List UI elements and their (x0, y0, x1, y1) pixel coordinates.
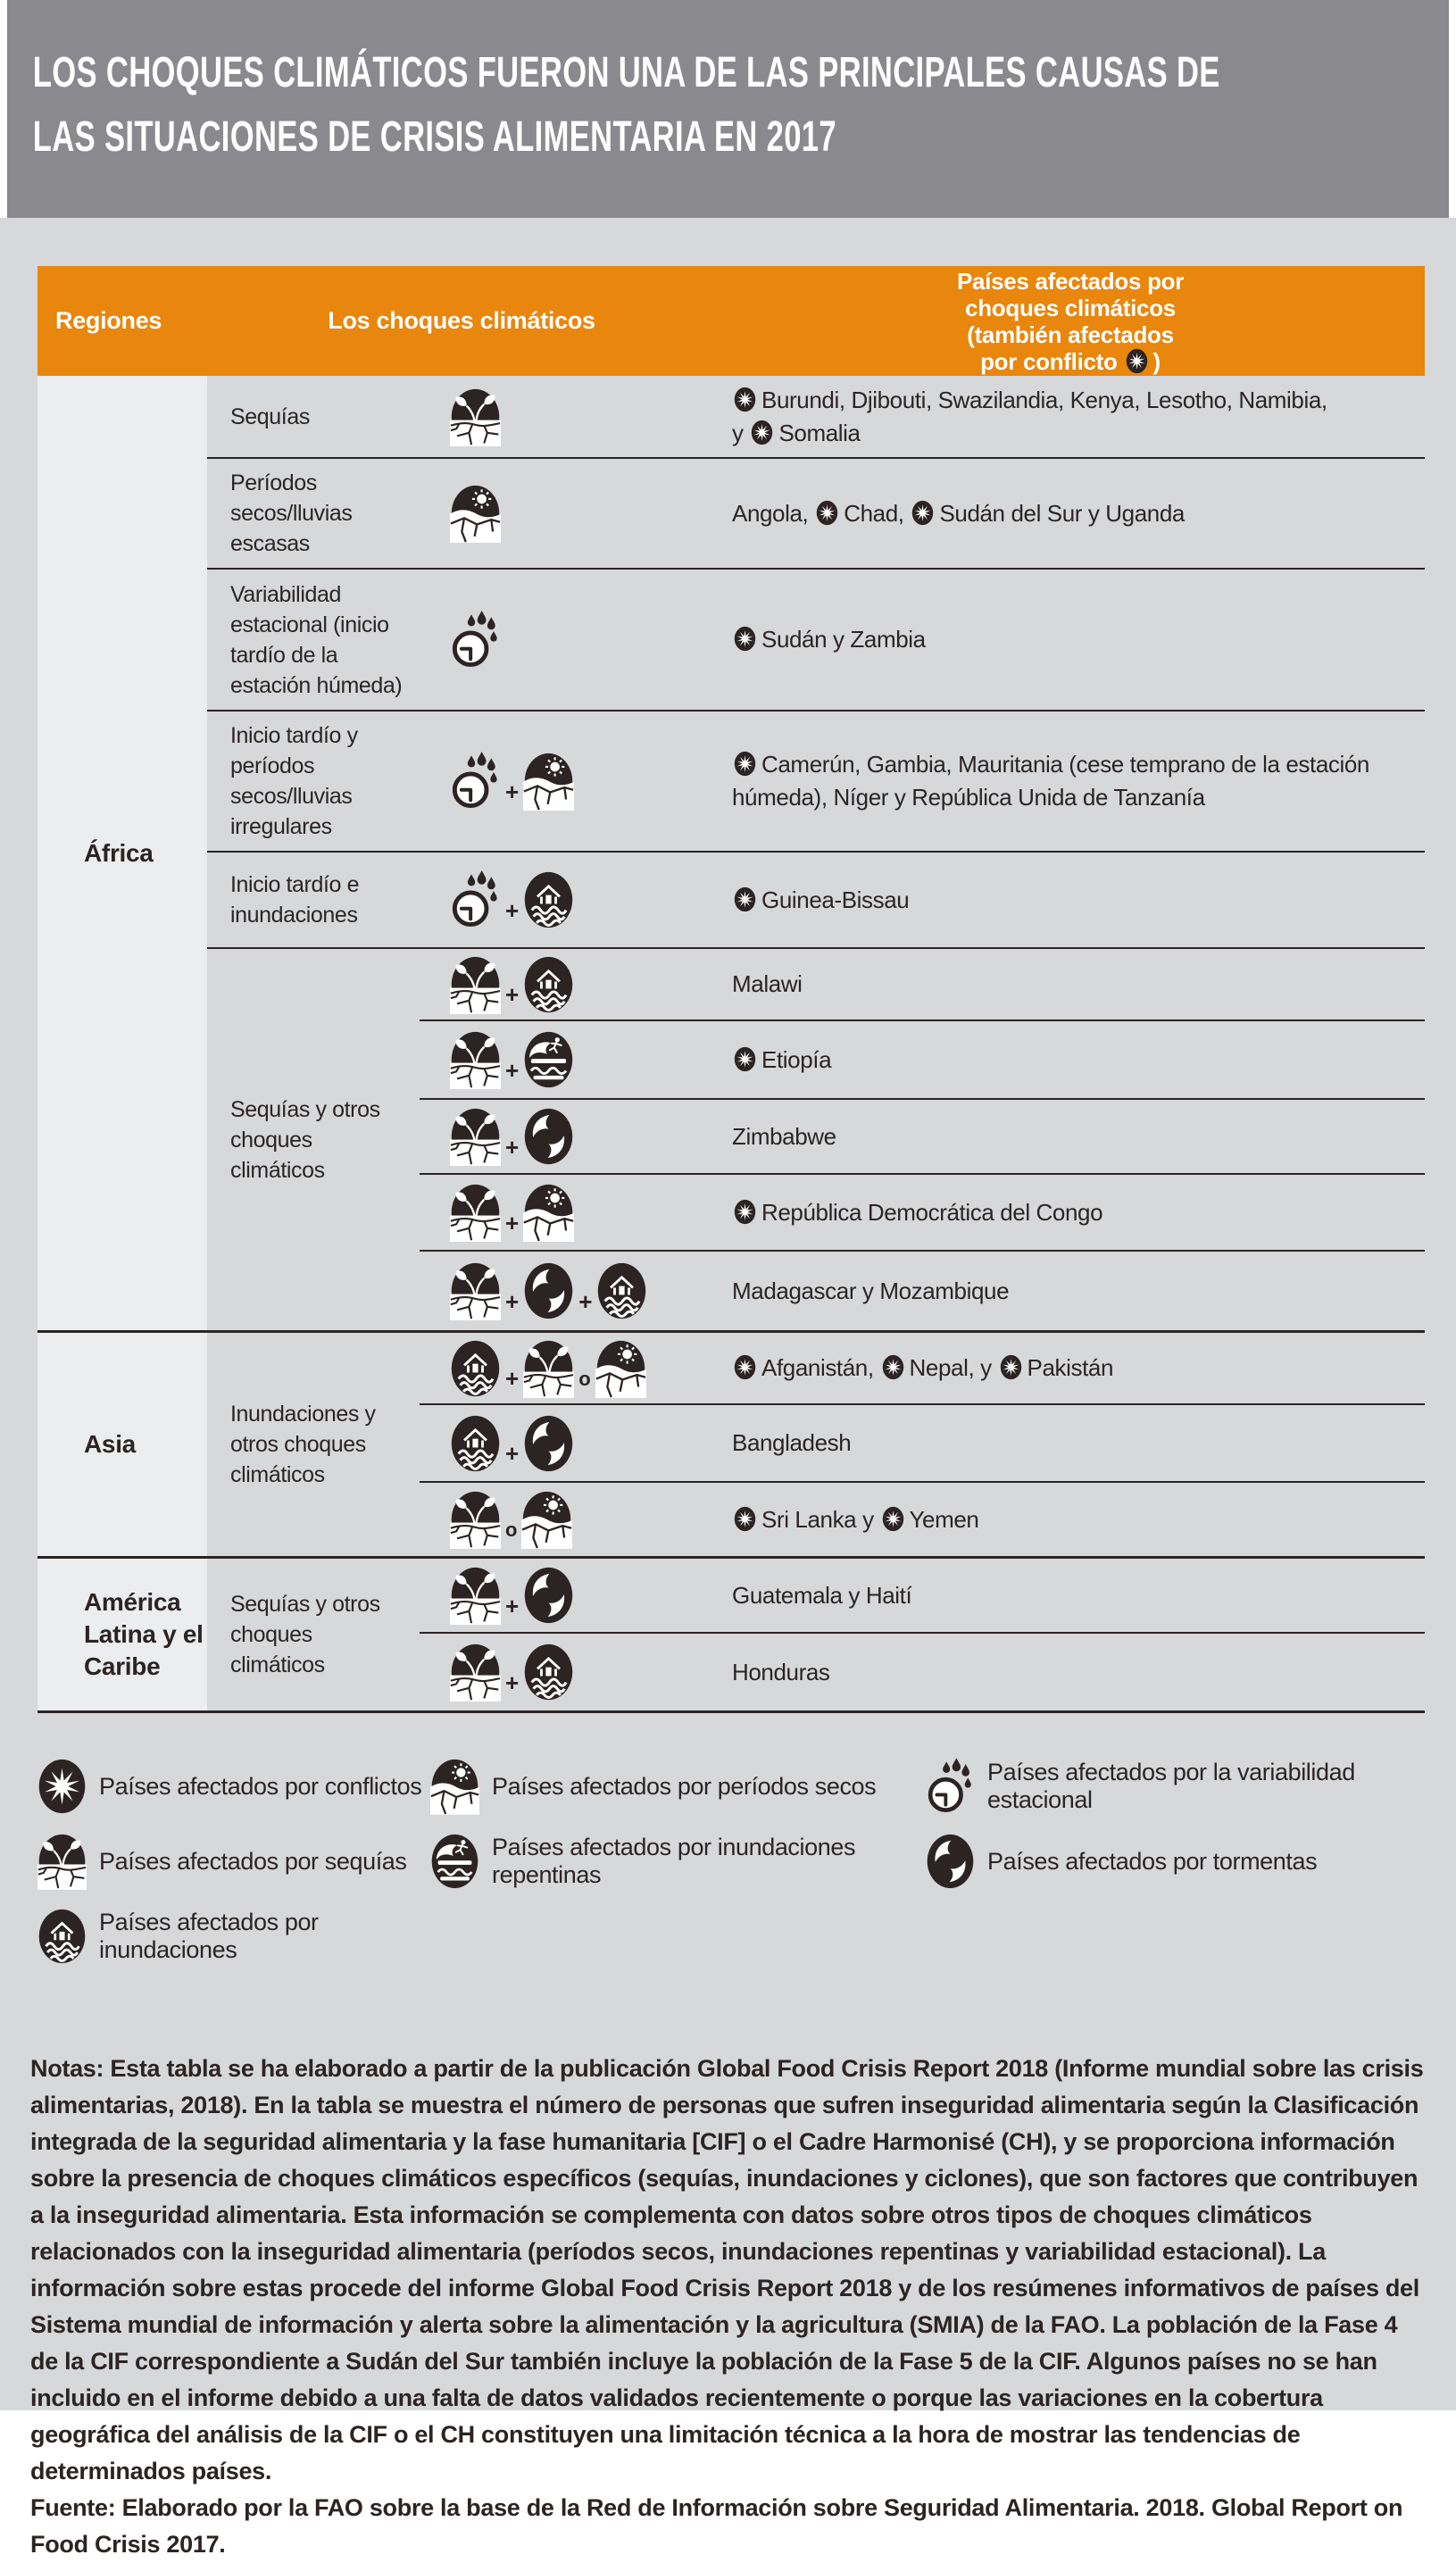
plus-separator: + (505, 981, 520, 1008)
drought-icon (523, 1339, 574, 1398)
flood-icon (596, 1261, 647, 1320)
legend-item: Países afectados por sequías (37, 1833, 430, 1890)
plus-separator: + (505, 1133, 520, 1161)
dry-periods-icon (430, 1758, 479, 1815)
storm-icon (523, 1261, 574, 1320)
table-row (420, 1250, 1425, 1330)
flash-flood-icon (523, 1030, 574, 1089)
affected-countries: Madagascar y Mozambique (732, 1277, 1010, 1304)
flood-icon (37, 1908, 87, 1965)
dry-periods-icon (523, 1183, 574, 1242)
region-label: África (37, 376, 207, 1330)
drought-icon (450, 1490, 501, 1549)
dry-periods-icon (521, 1490, 572, 1549)
flood-icon (523, 870, 574, 929)
shock-type-label: Variabilidad estacional (inicio tardío de la estación húmeda) (230, 581, 403, 698)
affected-countries: República Democrática del Congo (714, 1175, 1425, 1250)
shock-group (207, 1333, 1425, 1556)
conflict-icon (816, 500, 838, 526)
affected-countries: Zimbabwe (732, 1122, 836, 1150)
drought-icon (37, 1833, 87, 1890)
seasonal-variability-icon (450, 752, 501, 811)
legend (37, 1758, 1425, 1965)
drought-icon (450, 955, 501, 1014)
flash-flood-icon (430, 1833, 479, 1890)
affected-countries: Etiopía (714, 1021, 1425, 1098)
table-row (207, 710, 1425, 851)
page-title: LOS CHOQUES CLIMÁTICOS FUERON UNA DE LAS PRINCIPALES CAUSAS DE LAS SITUACIONES DE CRISIS ALIMENTARIA EN 2017 (32, 49, 1220, 161)
climate-shocks-table (37, 266, 1425, 1713)
table-row (420, 1403, 1425, 1481)
drought-icon (450, 1183, 501, 1242)
table-row (420, 1632, 1425, 1710)
affected-countries: Guinea-Bissau (714, 853, 1425, 947)
plus-separator: + (505, 778, 520, 805)
affected-countries: Sudán y Zambia (714, 570, 1425, 710)
shock-group (207, 947, 1425, 1330)
conflict-icon (734, 626, 756, 652)
conflict-icon (734, 1506, 756, 1532)
shock-icons (420, 711, 714, 851)
affected-countries: Guatemala y Haití (732, 1581, 912, 1609)
table-row (420, 1173, 1425, 1250)
content-panel (0, 218, 1456, 2558)
plus-separator: + (505, 1287, 520, 1315)
legend-item: Países afectados por conflictos (37, 1758, 430, 1815)
table-row (420, 949, 1425, 1019)
conflict-icon (911, 500, 934, 526)
or-separator: o (505, 1519, 518, 1541)
shock-group-label: Sequías y otros choques climáticos (230, 1592, 380, 1677)
shock-type-label: Sequías (230, 404, 310, 429)
shock-icons (420, 570, 714, 710)
conflict-icon (882, 1506, 904, 1532)
affected-countries: Honduras (732, 1658, 830, 1685)
flood-icon (523, 1643, 574, 1702)
conflict-icon (734, 1354, 756, 1380)
storm-icon (523, 1414, 574, 1473)
drought-icon (450, 387, 501, 446)
plus-separator: + (578, 1287, 593, 1315)
table-row (207, 568, 1425, 710)
shock-icons (420, 853, 714, 947)
plus-separator: + (505, 1668, 520, 1696)
seasonal-variability-icon (450, 611, 501, 670)
region-section-latam (37, 1556, 1425, 1710)
shock-icons (420, 376, 714, 457)
seasonal-variability-icon (450, 870, 501, 929)
shock-type-label: Períodos secos/lluvias escasas (230, 470, 353, 556)
column-header-shocks: Los choques climáticos (328, 307, 595, 334)
conflict-icon (751, 420, 773, 445)
table-row (420, 1333, 1425, 1403)
plus-separator: + (505, 1440, 520, 1467)
dry-periods-icon (595, 1339, 646, 1398)
table-header (37, 266, 1425, 376)
table-row (420, 1559, 1425, 1632)
plus-separator: + (505, 896, 520, 924)
dry-periods-icon (523, 752, 574, 811)
title-banner (7, 0, 1449, 218)
affected-countries: Bangladesh (732, 1429, 852, 1456)
plus-separator: + (505, 1592, 520, 1619)
column-header-regions: Regiones (55, 307, 162, 334)
table-row (420, 1481, 1425, 1556)
plus-separator: + (505, 1056, 520, 1084)
plus-separator: + (505, 1365, 520, 1392)
legend-item: Países afectados por períodos secos (430, 1758, 926, 1815)
storm-icon (523, 1107, 574, 1166)
table-row (207, 851, 1425, 947)
notes (30, 2051, 1424, 2563)
affected-countries: Camerún, Gambia, Mauritania (cese temprano de la estación húmeda), Níger y República Unida de Tanzanía (732, 751, 1369, 811)
flood-icon (450, 1339, 501, 1398)
legend-item: Países afectados por la variabilidad estacional (926, 1758, 1425, 1815)
shock-group (207, 1559, 1425, 1710)
drought-icon (450, 1566, 501, 1625)
seasonal-variability-icon (926, 1758, 975, 1815)
table-row (420, 1098, 1425, 1173)
legend-item: Países afectados por inundaciones repentinas (430, 1833, 926, 1890)
drought-icon (450, 1261, 501, 1320)
notes-source: Fuente: Elaborado por la FAO sobre la base de la Red de Información sobre Seguridad Alimentaria. 2018. Global Report on Food Crisis 2017. (30, 2494, 1403, 2558)
region-label: Asia (37, 1333, 207, 1556)
legend-item: Países afectados por inundaciones (37, 1908, 430, 1965)
legend-item: Países afectados por tormentas (926, 1833, 1425, 1890)
conflict-icon (734, 1046, 756, 1072)
shock-type-label: Inicio tardío e inundaciones (230, 872, 360, 928)
shock-group-label: Sequías y otros choques climáticos (230, 1096, 380, 1183)
notes-body: Notas: Esta tabla se ha elaborado a partir de la publicación Global Food Crisis Report 2018 (Informe mundial sobre las crisis alimentarias, 2018). En la tabla se muestra el número de personas que sufren inseguridad alimentaria según la Clasificación integrada de la seguridad alimentaria y la fase humanitaria [CIF] o el Cadre Harmonisé (CH), y se proporciona información sobre la presencia de choques climáticos específicos (sequías, inundaciones y ciclones), que son factores que contribuyen a la inseguridad alimentaria. Esta información se complementa con datos sobre otros tipos de choques climáticos relacionados con la inseguridad alimentaria (períodos secos, inundaciones repentinas y variabilidad estacional). La información sobre estas procede del informe Global Food Crisis Report 2018 y de los resúmenes informativos de países del Sistema mundial de información y alerta sobre la alimentación y la agricultura (SMIA) de la FAO. La población de la Fase 4 de la CIF correspondiente a Sudán del Sur también incluye la población de la Fase 5 de la CIF. Algunos países no se han incluido en el informe debido a una falta de datos validados recientemente o porque las variaciones en la cobertura geográfica del análisis de la CIF o el CH constituyen una limitación técnica a la hora de mostrar las tendencias de determinados países. (30, 2055, 1424, 2484)
region-section-asia (37, 1330, 1425, 1556)
shock-group-label: Inundaciones y otros choques climáticos (230, 1402, 376, 1487)
drought-icon (450, 1643, 501, 1702)
conflict-icon (1000, 1354, 1022, 1380)
flood-icon (450, 1414, 501, 1473)
conflict-icon (37, 1758, 87, 1815)
region-label: América Latina y el Caribe (37, 1559, 207, 1710)
flood-icon (523, 955, 574, 1014)
storm-icon (926, 1833, 975, 1890)
dry-periods-icon (450, 484, 501, 543)
drought-icon (450, 1030, 501, 1089)
conflict-icon (882, 1354, 904, 1380)
drought-icon (450, 1107, 501, 1166)
affected-countries: Burundi, Djibouti, Swazilandia, Kenya, Lesotho, Namibia, y Somalia (732, 386, 1327, 446)
shock-type-label: Inicio tardío y períodos secos/lluvias irregulares (230, 723, 358, 839)
conflict-icon (734, 387, 756, 412)
column-header-countries: Países afectados por choques climáticos (también afectados por conflicto ) (956, 267, 1185, 375)
table-row (207, 457, 1425, 568)
shock-icons (420, 459, 714, 568)
table-row (420, 1019, 1425, 1098)
affected-countries: Afganistán, Nepal, y Pakistán (714, 1333, 1425, 1403)
conflict-icon (734, 886, 756, 912)
table-row (207, 376, 1425, 457)
affected-countries: Sri Lanka y Yemen (714, 1483, 1425, 1556)
conflict-icon (734, 1199, 756, 1225)
region-section-africa (37, 376, 1425, 1330)
conflict-icon (734, 751, 756, 777)
conflict-icon (1126, 348, 1148, 374)
or-separator: o (578, 1367, 591, 1390)
storm-icon (523, 1566, 574, 1625)
affected-countries: Angola, Chad, Sudán del Sur y Uganda (732, 499, 1185, 527)
affected-countries: Malawi (732, 970, 803, 997)
plus-separator: + (505, 1209, 520, 1236)
